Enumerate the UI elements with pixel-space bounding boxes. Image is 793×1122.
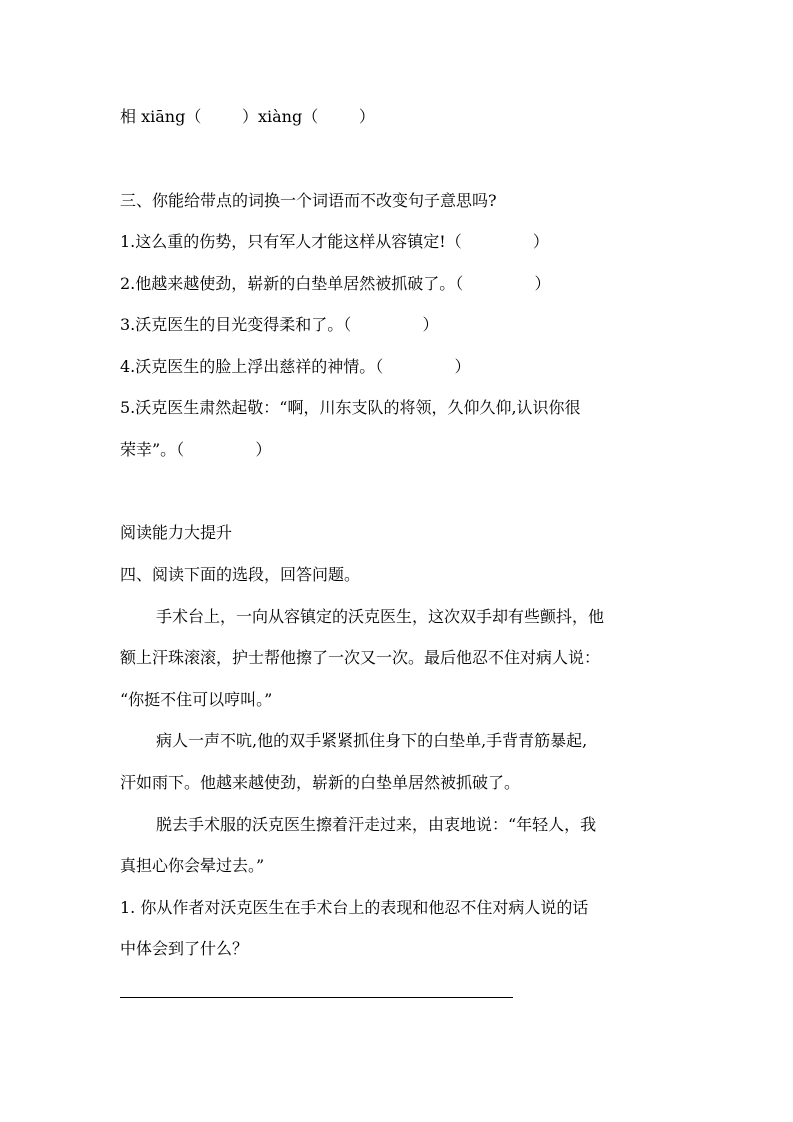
passage-line-1: 手术台上，一向从容镇定的沃克医生，这次双手却有些颤抖，他	[156, 607, 605, 626]
section-4-heading: 四、阅读下面的选段，回答问题。	[120, 565, 361, 584]
passage-line-7: 真担心你会晕过去。”	[120, 856, 265, 875]
passage-line-3: “你挺不住可以哼叫。”	[120, 690, 273, 709]
passage-line-5: 汗如雨下。他越来越使劲，崭新的白垫单居然被抓破了。	[120, 773, 521, 792]
section-3-item-5-continued: 荣幸”。（ ）	[120, 440, 272, 459]
answer-blank-line[interactable]	[120, 997, 513, 998]
section-3-item-3: 3.沃克医生的目光变得柔和了。（ ）	[120, 315, 439, 334]
pinyin-fill-line: 相 xiāng（ ）xiàng（ ）	[120, 107, 375, 126]
reading-section-title: 阅读能力大提升	[120, 523, 233, 542]
section-3-item-4: 4.沃克医生的脸上浮出慈祥的神情。（ ）	[120, 357, 471, 376]
passage-line-4: 病人一声不吭,他的双手紧紧抓住身下的白垫单,手背青筋暴起,	[156, 731, 588, 750]
question-1-line-2: 中体会到了什么？	[120, 939, 249, 958]
passage-line-2: 额上汗珠滚滚，护士帮他擦了一次又一次。最后他忍不住对病人说：	[120, 648, 601, 667]
section-3-item-5: 5.沃克医生肃然起敬：“啊，川东支队的将领，久仰久仰,认识你很	[120, 398, 581, 417]
passage-line-6: 脱去手术服的沃克医生擦着汗走过来，由衷地说：“年轻人，我	[156, 815, 597, 834]
question-1-line-1: 1. 你从作者对沃克医生在手术台上的表现和他忍不住对病人说的话	[120, 898, 589, 917]
section-3-item-2: 2.他越来越使劲，崭新的白垫单居然被抓破了。（ ）	[120, 274, 551, 293]
section-3-heading: 三、你能给带点的词换一个词语而不改变句子意思吗?	[120, 191, 497, 210]
section-3-item-1: 1.这么重的伤势，只有军人才能这样从容镇定!（ ）	[120, 232, 549, 251]
